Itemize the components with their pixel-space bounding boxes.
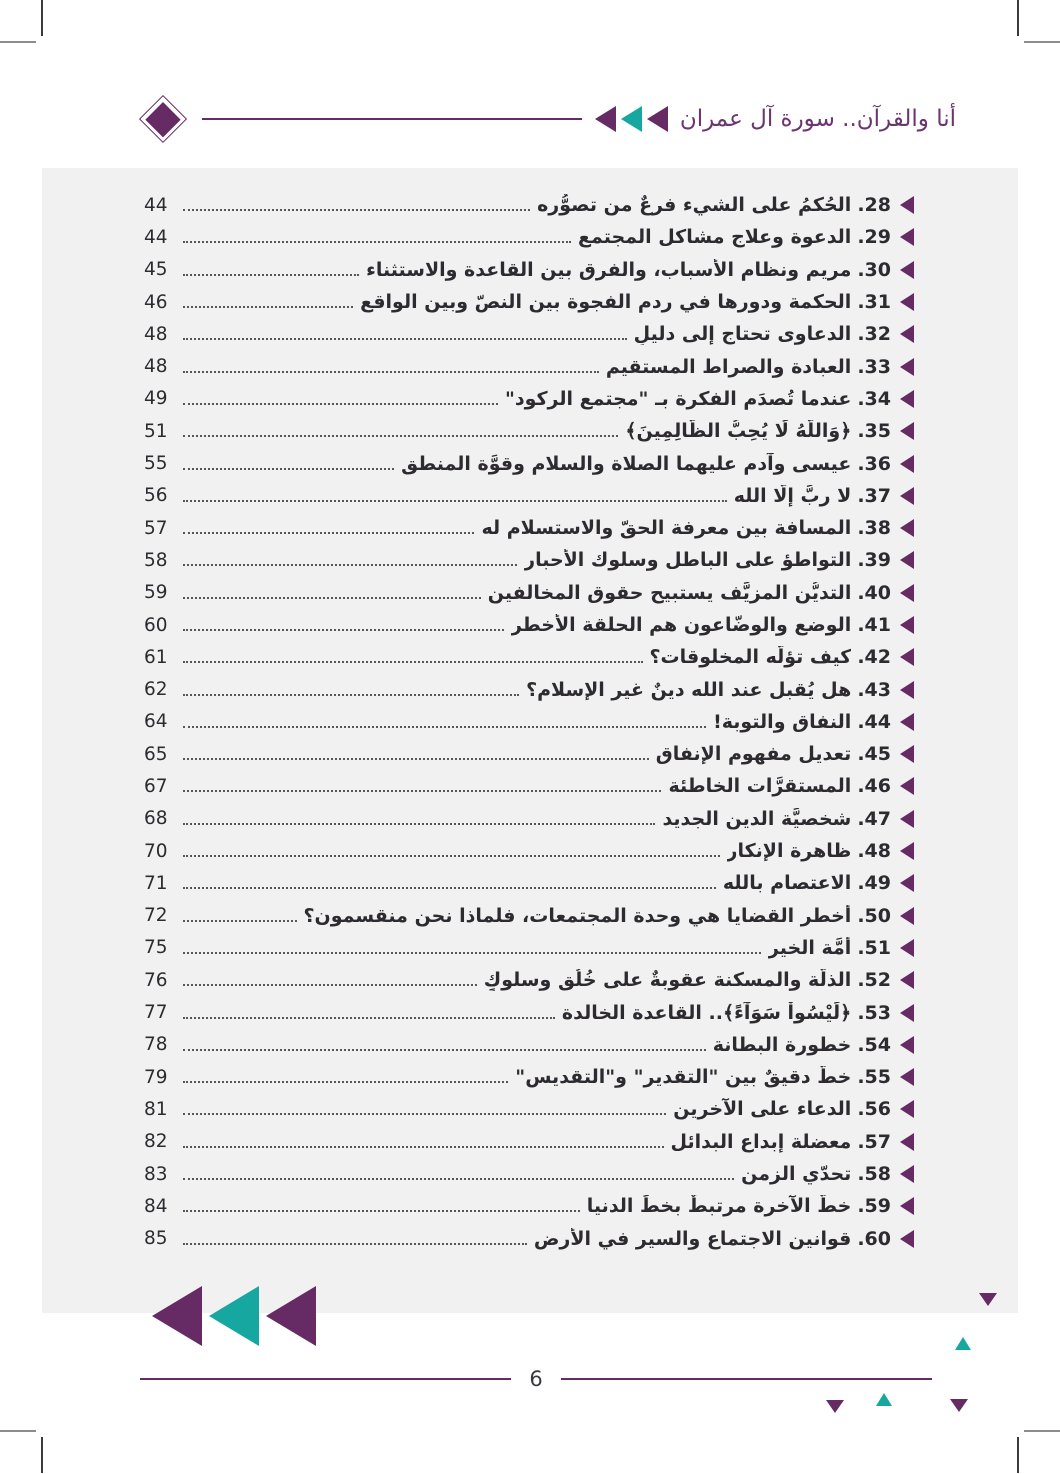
bullet-triangle-icon (900, 293, 914, 311)
triangle-down-icon (950, 1399, 968, 1412)
entry-page-number: 48 (144, 356, 168, 378)
toc-entry (144, 189, 914, 221)
dot-leader (183, 1017, 555, 1019)
dot-leader (183, 629, 504, 631)
entry-title: مريم ونظام الأسباب، والفرق بين القاعدة والاستثناء (366, 258, 852, 281)
toc-entry (144, 415, 914, 447)
crop-mark-top-right-horizontal (1024, 41, 1060, 43)
entry-number: 29. (857, 226, 891, 249)
entry-number: 60. (857, 1227, 891, 1250)
entry-title: المستقرَّات الخاطئة (668, 775, 852, 798)
entry-title: عندما تُصدَم الفكرة بـ "مجتمع الركود" (504, 387, 852, 410)
toc-entry (144, 1158, 914, 1190)
bullet-triangle-icon (900, 1004, 914, 1022)
bullet-triangle-icon (900, 810, 914, 828)
entry-title: النفاق والتوبة! (713, 710, 852, 733)
entry-number: 41. (857, 614, 891, 636)
entry-title: عيسى وآدم عليهما الصلاة والسلام وقوَّة المنطق (401, 452, 852, 475)
entry-title: تحدّي الزمن (741, 1163, 852, 1186)
entry-page-number: 45 (144, 259, 168, 281)
toc-entry (144, 1126, 914, 1158)
page-number: 6 (529, 1367, 543, 1391)
toc-entry (144, 350, 914, 382)
diamond-core (145, 101, 180, 136)
dot-leader (183, 435, 618, 437)
entry-title: ظاهرة الإنكار (726, 840, 852, 863)
entry-number: 47. (857, 807, 891, 830)
entry-page-number: 65 (144, 743, 168, 765)
page-header (140, 94, 956, 144)
entry-title: العبادة والصراط المستقيم (605, 355, 852, 378)
entry-number: 52. (857, 969, 891, 992)
crop-mark-top-left-vertical (41, 0, 43, 36)
triangle-down-icon (979, 1293, 997, 1306)
running-head-title: أنا والقرآن.. سورة آل عمران (679, 106, 956, 132)
page-footer (140, 1364, 932, 1394)
crop-mark-top-left-horizontal (0, 41, 36, 43)
entry-number: 58. (857, 1163, 891, 1186)
entry-page-number: 81 (144, 1098, 168, 1120)
chevron-left-icon (647, 106, 668, 132)
dot-leader (183, 209, 530, 211)
dot-leader (183, 306, 353, 308)
dot-leader (183, 726, 706, 728)
entry-title: أمَّة الخير (767, 936, 852, 959)
bullet-triangle-icon (900, 1036, 914, 1054)
toc-entry (144, 900, 914, 932)
entry-title: ﴿لَيْسُواْ سَوَآءً﴾.. القاعدة الخالدة (561, 1001, 852, 1024)
toc-entry (144, 318, 914, 350)
entry-number: 49. (857, 872, 891, 895)
entry-number: 36. (857, 452, 891, 475)
dot-leader (183, 403, 498, 405)
entry-page-number: 46 (144, 291, 168, 313)
footer-rule-right (561, 1378, 932, 1380)
bullet-triangle-icon (900, 1197, 914, 1215)
entry-number: 57. (857, 1130, 891, 1153)
bullet-triangle-icon (900, 777, 914, 795)
entry-page-number: 44 (144, 226, 168, 248)
entry-page-number: 75 (144, 937, 168, 959)
chevron-left-icon (209, 1286, 259, 1346)
dot-leader (183, 1049, 706, 1051)
toc-entry (144, 221, 914, 253)
bullet-triangle-icon (900, 196, 914, 214)
dot-leader (183, 694, 519, 696)
footer-ornament (145, 1286, 316, 1346)
entry-number: 48. (857, 840, 891, 863)
entry-title: كيف تؤلّه المخلوقات؟ (649, 646, 852, 669)
entry-title: الحُكمُ على الشيء فرعٌ من تصوُّره (537, 194, 852, 217)
entry-number: 54. (857, 1033, 891, 1056)
dot-leader (183, 952, 761, 954)
entry-number: 38. (857, 517, 891, 540)
triangle-up-icon (955, 1337, 971, 1350)
bullet-triangle-icon (900, 616, 914, 634)
bullet-triangle-icon (900, 971, 914, 989)
bullet-triangle-icon (900, 939, 914, 957)
bullet-triangle-icon (900, 455, 914, 473)
entry-page-number: 79 (144, 1066, 168, 1088)
dot-leader (183, 984, 477, 986)
entry-number: 31. (857, 291, 891, 314)
entry-number: 35. (857, 420, 891, 443)
toc-entry (144, 577, 914, 609)
dot-leader (183, 790, 661, 792)
toc-entry (144, 835, 914, 867)
entry-page-number: 83 (144, 1163, 168, 1185)
entry-title: التديُّن المزيَّف يستبيح حقوق المخالفين (487, 581, 852, 604)
entry-page-number: 61 (144, 646, 168, 668)
bullet-triangle-icon (900, 1133, 914, 1151)
entry-title: الدعاء على الآخرين (673, 1098, 852, 1121)
entry-page-number: 77 (144, 1002, 168, 1024)
entry-page-number: 85 (144, 1228, 168, 1250)
entry-page-number: 68 (144, 808, 168, 830)
entry-page-number: 44 (144, 194, 168, 216)
entry-page-number: 55 (144, 453, 168, 475)
entry-number: 40. (857, 581, 891, 604)
dot-leader (183, 855, 720, 857)
dot-leader (183, 887, 716, 889)
toc-entry (144, 641, 914, 673)
header-rule (202, 118, 582, 121)
entry-title: المسافة بين معرفة الحقّ والاستسلام له (481, 517, 852, 540)
toc-entry (144, 447, 914, 479)
dot-leader (183, 1146, 664, 1148)
bullet-triangle-icon (900, 519, 914, 537)
toc-list (42, 168, 1018, 1255)
entry-title: لا ربَّ إلّا الله (733, 484, 852, 507)
entry-page-number: 59 (144, 582, 168, 604)
triangle-down-icon (826, 1400, 844, 1413)
toc-entry (144, 964, 914, 996)
dot-leader (183, 597, 481, 599)
dot-leader (183, 564, 517, 566)
dot-leader (183, 1210, 580, 1212)
entry-number: 46. (857, 775, 891, 798)
dot-leader (183, 1178, 734, 1180)
toc-entry (144, 609, 914, 641)
entry-number: 45. (857, 743, 891, 766)
toc-entry (144, 286, 914, 318)
toc-panel (42, 168, 1018, 1313)
bullet-triangle-icon (900, 358, 914, 376)
entry-title: التواطؤ على الباطل وسلوك الأحبار (524, 549, 852, 572)
entry-page-number: 70 (144, 840, 168, 862)
entry-title: الحكمة ودورها في ردم الفجوة بين النصّ وبين الواقع (360, 291, 852, 314)
triangle-up-icon (876, 1393, 892, 1406)
entry-title: الذلّة والمسكنة عقوبةٌ على خُلُقٍ وسلوكٍ (483, 969, 852, 992)
bullet-triangle-icon (900, 228, 914, 246)
entry-number: 56. (857, 1098, 891, 1121)
chevron-left-icon (266, 1286, 316, 1346)
entry-page-number: 48 (144, 323, 168, 345)
entry-number: 53. (857, 1001, 891, 1024)
entry-title: الاعتصام بالله (722, 872, 852, 895)
toc-entry (144, 1223, 914, 1255)
dot-leader (183, 532, 474, 534)
entry-page-number: 67 (144, 775, 168, 797)
dot-leader (183, 920, 297, 922)
toc-entry (144, 673, 914, 705)
entry-number: 43. (857, 678, 891, 701)
bullet-triangle-icon (900, 907, 914, 925)
entry-page-number: 71 (144, 872, 168, 894)
bullet-triangle-icon (900, 842, 914, 860)
dot-leader (183, 468, 394, 470)
crop-mark-top-right-vertical (1017, 0, 1019, 36)
toc-entry (144, 1093, 914, 1125)
dot-leader (183, 241, 571, 243)
entry-number: 42. (857, 646, 891, 669)
entry-title: أخطر القضايا هي وحدة المجتمعات، فلماذا نحن منقسمون؟ (303, 904, 852, 927)
bullet-triangle-icon (900, 713, 914, 731)
entry-title: تعديل مفهوم الإنفاق (655, 743, 852, 766)
entry-title: قوانين الاجتماع والسير في الأرض (533, 1227, 852, 1250)
bullet-triangle-icon (900, 422, 914, 440)
bullet-triangle-icon (900, 874, 914, 892)
entry-number: 50. (857, 904, 891, 927)
bullet-triangle-icon (900, 681, 914, 699)
toc-entry (144, 254, 914, 286)
entry-title: خطورة البطانة (712, 1033, 852, 1056)
crop-mark-bottom-right-horizontal (1024, 1430, 1060, 1432)
toc-entry (144, 770, 914, 802)
entry-page-number: 62 (144, 679, 168, 701)
footer-rule-left (140, 1378, 511, 1380)
toc-entry (144, 512, 914, 544)
dot-leader (183, 661, 643, 663)
entry-page-number: 72 (144, 905, 168, 927)
dot-leader (183, 500, 727, 502)
dot-leader (183, 1243, 527, 1245)
entry-number: 32. (857, 323, 891, 346)
toc-entry (144, 480, 914, 512)
entry-title: خطُّ الآخرة مرتبطٌ بخطِّ الدنيا (586, 1195, 852, 1218)
crop-mark-bottom-right-vertical (1017, 1437, 1019, 1473)
dot-leader (183, 1113, 666, 1115)
entry-number: 44. (857, 710, 891, 733)
entry-number: 34. (857, 387, 891, 410)
dot-leader (183, 823, 655, 825)
dot-leader (183, 371, 599, 373)
bullet-triangle-icon (900, 745, 914, 763)
entry-title: الدعاوى تحتاج إلى دليلٍ (633, 323, 852, 346)
entry-page-number: 82 (144, 1131, 168, 1153)
entry-page-number: 51 (144, 420, 168, 442)
bullet-triangle-icon (900, 1230, 914, 1248)
entry-number: 30. (857, 258, 891, 281)
entry-number: 55. (857, 1066, 891, 1089)
entry-title: الوضع والوضّاعون هم الحلقة الأخطر (510, 614, 852, 636)
entry-number: 37. (857, 484, 891, 507)
bullet-triangle-icon (900, 648, 914, 666)
entry-title: هل يُقبل عند الله دينٌ غير الإسلام؟ (526, 678, 852, 701)
entry-number: 39. (857, 549, 891, 572)
entry-number: 51. (857, 936, 891, 959)
entry-title: معضلة إبداع البدائل (670, 1130, 852, 1153)
diamond-icon (139, 95, 187, 143)
entry-page-number: 78 (144, 1034, 168, 1056)
toc-entry (144, 1029, 914, 1061)
entry-title: الدعوة وعلاج مشاكل المجتمع (578, 226, 852, 249)
entry-title: شخصيَّة الدين الجديد (662, 807, 852, 830)
toc-entry (144, 867, 914, 899)
toc-entry (144, 706, 914, 738)
dot-leader (183, 758, 649, 760)
toc-entry (144, 383, 914, 415)
toc-entry (144, 996, 914, 1028)
crop-mark-bottom-left-vertical (41, 1437, 43, 1473)
dot-leader (183, 274, 359, 276)
entry-page-number: 49 (144, 388, 168, 410)
entry-page-number: 56 (144, 485, 168, 507)
entry-title: ﴿وَاللَّهُ لَا يُحِبُّ الظَّالِمِينَ﴾ (625, 420, 852, 443)
toc-entry (144, 1190, 914, 1222)
bullet-triangle-icon (900, 325, 914, 343)
chevron-left-icon (595, 106, 616, 132)
bullet-triangle-icon (900, 1165, 914, 1183)
chevron-left-icon (152, 1286, 202, 1346)
bullet-triangle-icon (900, 487, 914, 505)
toc-entry (144, 738, 914, 770)
entry-page-number: 84 (144, 1195, 168, 1217)
entry-page-number: 58 (144, 549, 168, 571)
bullet-triangle-icon (900, 390, 914, 408)
bullet-triangle-icon (900, 551, 914, 569)
toc-entry (144, 1061, 914, 1093)
entry-page-number: 76 (144, 969, 168, 991)
bullet-triangle-icon (900, 584, 914, 602)
entry-page-number: 57 (144, 517, 168, 539)
entry-title: خطٌّ دقيقٌ بين "التقدير" و"التقديس" (515, 1066, 852, 1089)
toc-entry (144, 803, 914, 835)
entry-number: 59. (857, 1195, 891, 1218)
dot-leader (183, 338, 627, 340)
bullet-triangle-icon (900, 261, 914, 279)
bullet-triangle-icon (900, 1068, 914, 1086)
dot-leader (183, 1081, 508, 1083)
entry-number: 33. (857, 355, 891, 378)
entry-number: 28. (857, 194, 891, 217)
entry-page-number: 64 (144, 711, 168, 733)
toc-entry (144, 932, 914, 964)
crop-mark-bottom-left-horizontal (0, 1430, 36, 1432)
bullet-triangle-icon (900, 1100, 914, 1118)
chevron-left-icon (621, 106, 642, 132)
entry-page-number: 60 (144, 614, 168, 636)
toc-entry (144, 544, 914, 576)
